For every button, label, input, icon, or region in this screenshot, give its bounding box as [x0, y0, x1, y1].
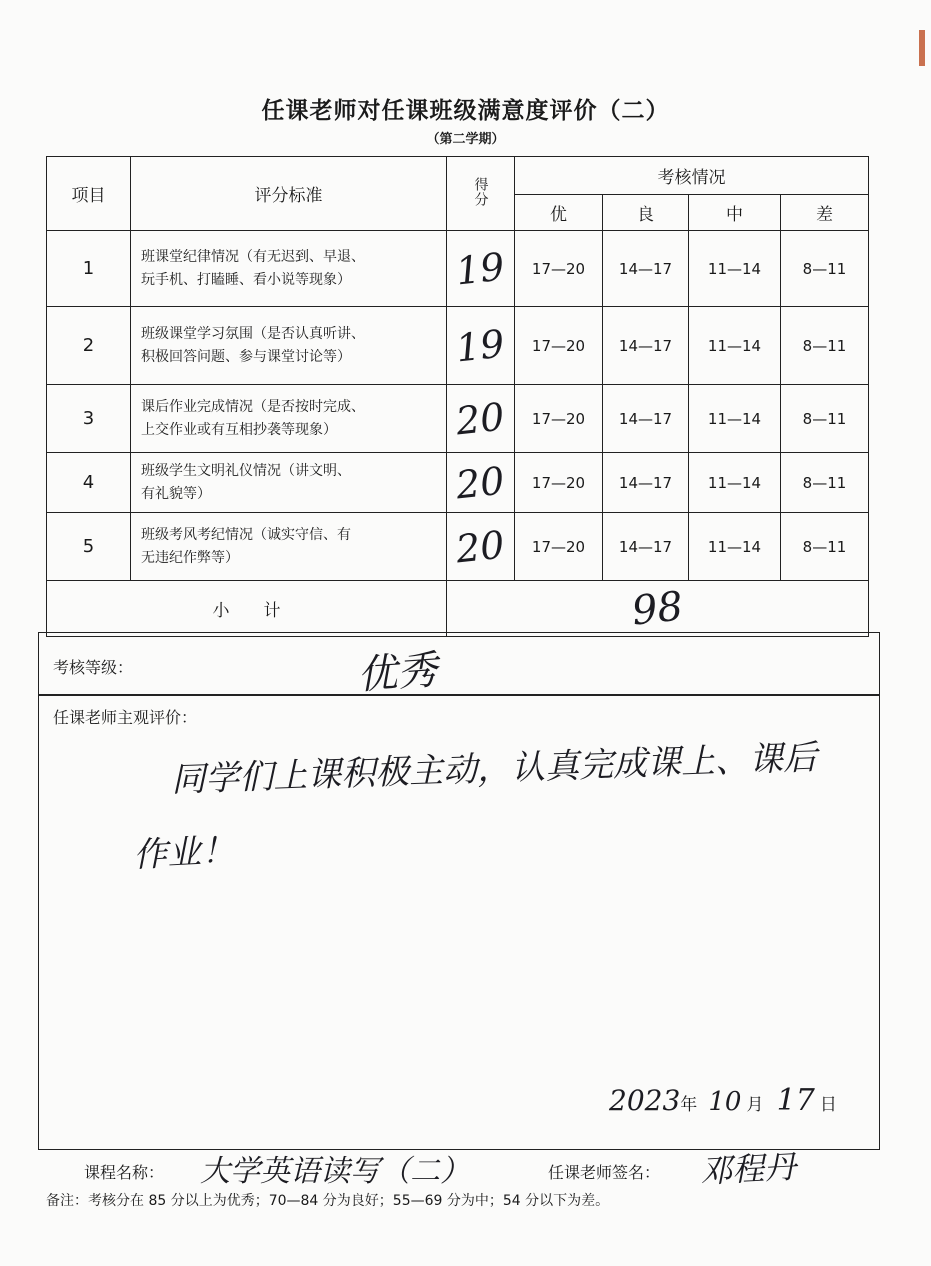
remark-note: 备注：考核分在 85 分以上为优秀；70—84 分为良好；55—69 分为中；54 分以下为差。 — [46, 1193, 610, 1209]
score-cell — [447, 231, 515, 307]
row-number: 5 — [47, 513, 131, 581]
day-unit: 日 — [819, 1095, 837, 1115]
year-unit: 年 — [680, 1095, 698, 1115]
range-poor: 8—11 — [781, 385, 869, 453]
handwritten-grade: 优秀 — [355, 647, 439, 699]
table-row — [47, 231, 869, 307]
subtotal-cell — [447, 581, 869, 637]
comment-section — [38, 694, 880, 1150]
range-medium: 11—14 — [689, 231, 781, 307]
teacher-signature-label: 任课老师签名： — [548, 1163, 661, 1182]
handwritten-score: 20 — [454, 458, 507, 507]
range-poor: 8—11 — [781, 307, 869, 385]
criteria-line: 班级考风考纪情况（诚实守信、有 — [141, 526, 351, 543]
range-medium: 11—14 — [689, 513, 781, 581]
binder-edge-mark — [919, 30, 925, 66]
handwritten-month: 10 — [708, 1087, 742, 1117]
range-excellent: 17—20 — [515, 385, 603, 453]
row-number: 4 — [47, 453, 131, 513]
criteria-line: 积极回答问题、参与课堂讨论等） — [141, 348, 351, 365]
handwritten-score: 20 — [454, 394, 507, 443]
comment-label: 任课老师主观评价： — [53, 708, 198, 727]
range-poor: 8—11 — [781, 513, 869, 581]
course-label: 课程名称： — [84, 1163, 165, 1182]
criteria-cell — [131, 513, 447, 581]
header-assessment: 考核情况 — [515, 157, 869, 195]
grade-section — [38, 632, 880, 699]
range-good: 14—17 — [603, 231, 689, 307]
header-grade-poor: 差 — [781, 195, 869, 231]
evaluation-table — [46, 156, 869, 637]
range-excellent: 17—20 — [515, 231, 603, 307]
criteria-line: 课后作业完成情况（是否按时完成、 — [141, 398, 365, 415]
range-excellent: 17—20 — [515, 453, 603, 513]
handwritten-comment-line-2: 作业！ — [132, 830, 237, 876]
grade-label: 考核等级： — [53, 658, 134, 677]
criteria-cell — [131, 307, 447, 385]
handwritten-year: 2023 — [609, 1084, 681, 1117]
range-poor: 8—11 — [781, 453, 869, 513]
range-medium: 11—14 — [689, 385, 781, 453]
range-medium: 11—14 — [689, 307, 781, 385]
criteria-line: 有礼貌等） — [141, 485, 211, 502]
score-cell — [447, 307, 515, 385]
range-good: 14—17 — [603, 453, 689, 513]
header-criteria: 评分标准 — [131, 157, 447, 231]
date-line — [609, 1083, 837, 1118]
header-score-text: 得分 — [472, 176, 489, 207]
row-number: 2 — [47, 307, 131, 385]
header-grade-good: 良 — [603, 195, 689, 231]
month-unit: 月 — [746, 1095, 764, 1115]
criteria-line: 玩手机、打瞌睡、看小说等现象） — [141, 271, 351, 288]
subtotal-label: 小 计 — [47, 581, 447, 637]
handwritten-score: 19 — [454, 321, 507, 370]
table-row — [47, 513, 869, 581]
table-row — [47, 307, 869, 385]
document-subtitle: （第二学期） — [426, 132, 505, 147]
score-cell — [447, 513, 515, 581]
criteria-line: 班级课堂学习氛围（是否认真听讲、 — [141, 325, 365, 342]
criteria-cell — [131, 231, 447, 307]
range-good: 14—17 — [603, 513, 689, 581]
handwritten-comment-line-1: 同学们上课积极主动，认真完成课上、课后 — [170, 737, 818, 801]
handwritten-course-name: 大学英语读写（二） — [200, 1154, 470, 1189]
criteria-line: 班课堂纪律情况（有无迟到、早退、 — [141, 248, 365, 265]
criteria-cell — [131, 453, 447, 513]
score-cell — [447, 453, 515, 513]
criteria-line: 无违纪作弊等） — [141, 549, 239, 566]
handwritten-score: 20 — [454, 522, 507, 571]
handwritten-teacher-signature: 邓程丹 — [699, 1147, 798, 1191]
table-row — [47, 453, 869, 513]
header-item: 项目 — [47, 157, 131, 231]
criteria-cell — [131, 385, 447, 453]
range-excellent: 17—20 — [515, 307, 603, 385]
table-row — [47, 385, 869, 453]
row-number: 3 — [47, 385, 131, 453]
range-poor: 8—11 — [781, 231, 869, 307]
criteria-line: 班级学生文明礼仪情况（讲文明、 — [141, 462, 351, 479]
header-score — [447, 157, 515, 231]
row-number: 1 — [47, 231, 131, 307]
subtotal-row — [47, 581, 869, 637]
criteria-line: 上交作业或有互相抄袭等现象） — [141, 421, 337, 438]
score-cell — [447, 385, 515, 453]
handwritten-score: 19 — [454, 244, 507, 293]
handwritten-day: 17 — [776, 1083, 815, 1118]
header-grade-medium: 中 — [689, 195, 781, 231]
range-medium: 11—14 — [689, 453, 781, 513]
range-good: 14—17 — [603, 307, 689, 385]
document-title: 任课老师对任课班级满意度评价（二） — [261, 98, 670, 124]
handwritten-subtotal: 98 — [629, 582, 686, 635]
header-grade-excellent: 优 — [515, 195, 603, 231]
range-excellent: 17—20 — [515, 513, 603, 581]
range-good: 14—17 — [603, 385, 689, 453]
